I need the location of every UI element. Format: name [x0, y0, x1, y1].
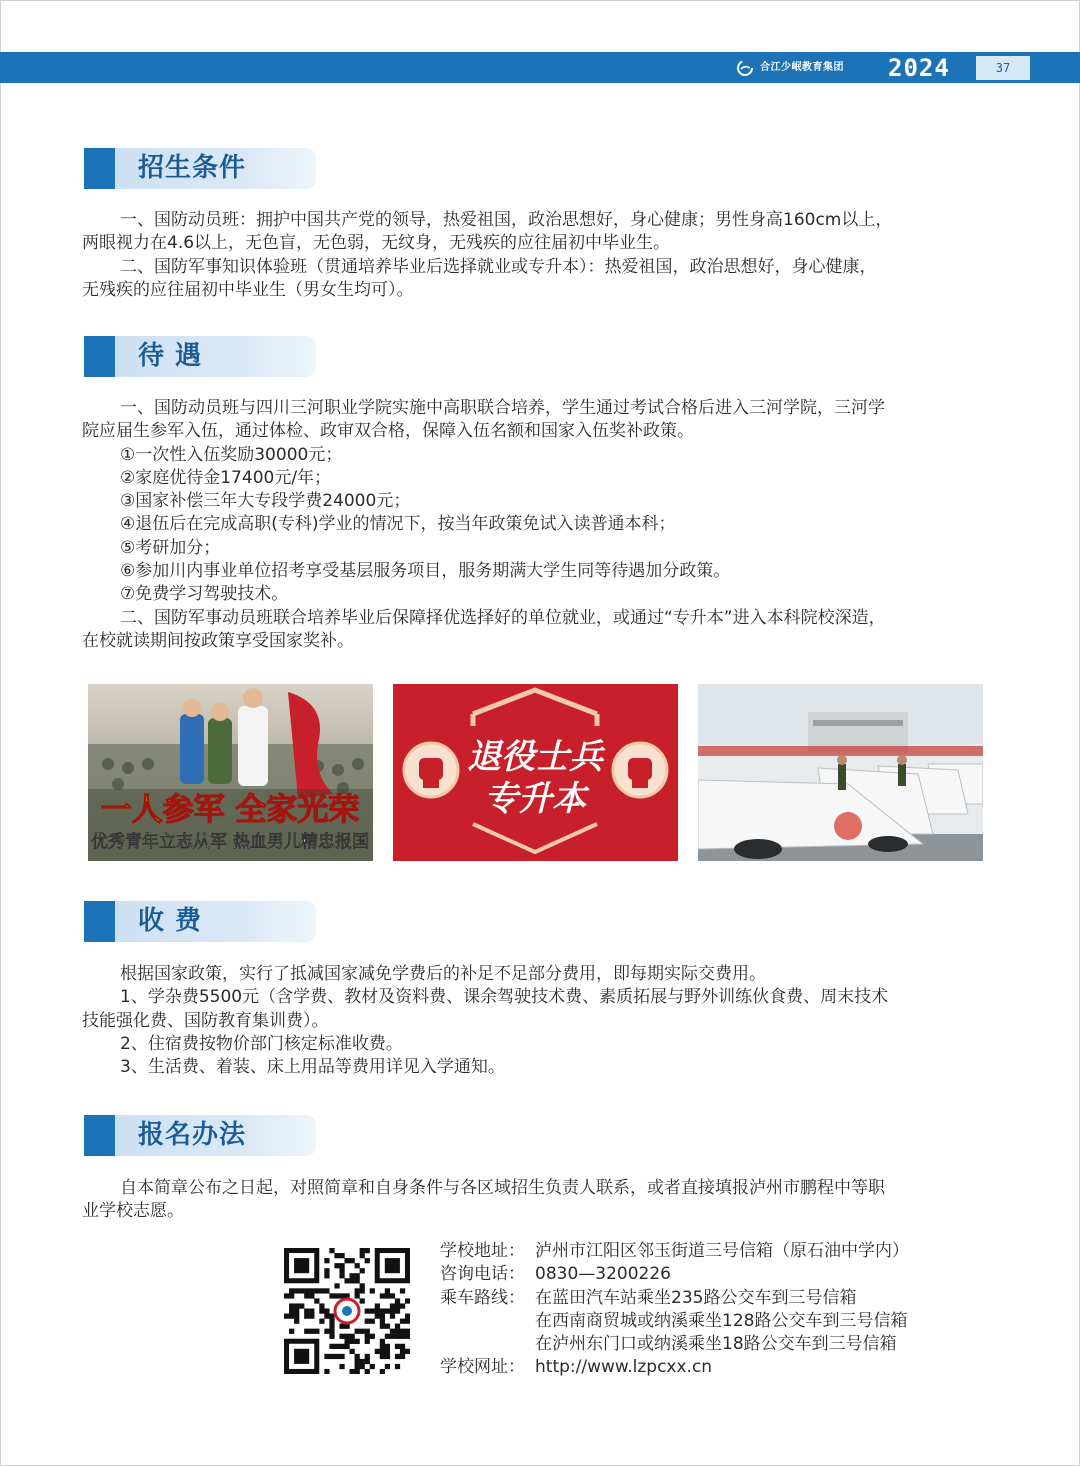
address-value: 泸州市江阳区邻玉街道三号信箱（原石油中学内） — [535, 1241, 909, 1261]
website-link[interactable]: http://www.lzpcxx.cn — [535, 1357, 713, 1378]
section-title: 招生条件 — [138, 153, 247, 183]
text-line: 无残疾的应往届初中毕业生（男女生均可）。 — [82, 279, 414, 300]
text-line: 两眼视力在4.6以上，无色盲，无色弱，无纹身，无残疾的应往届初中毕业生。 — [82, 233, 671, 254]
section-heading-registration — [84, 1115, 316, 1156]
text-line: 一、国防动员班与四川三河职业学院实施中高职联合培养，学生通过考试合格后进入三河学院，三河学 — [120, 398, 885, 418]
section-title: 收 费 — [138, 906, 203, 936]
poster-subline: 优秀青年立志从军 热血男儿精忠报国 — [91, 832, 369, 852]
route-item: 在泸州东门口或纳溪乘坐18路公交车到三号信箱 — [535, 1334, 897, 1355]
poster-headline: 一人参军 全家光荣 — [100, 792, 360, 828]
section-heading-benefits — [84, 336, 316, 377]
phone-row — [440, 1263, 909, 1286]
benefit-item: ②家庭优待金17400元/年； — [120, 467, 332, 488]
soldiers-parade-photo — [88, 684, 373, 861]
raised-fist-icon — [404, 743, 458, 797]
heading-accent — [84, 336, 115, 377]
benefits-text — [82, 397, 998, 653]
heading-accent — [84, 901, 115, 942]
page-number: 37 — [976, 56, 1030, 80]
benefit-item: ⑦免费学习驾驶技术。 — [120, 584, 289, 605]
driving-school-image — [698, 684, 983, 861]
route-item: 在蓝田汽车站乘坐235路公交车到三号信箱 — [535, 1287, 857, 1308]
text-line: 一、国防动员班：拥护中国共产党的领导，热爱祖国，政治思想好，身心健康；男性身高160cm以上， — [120, 210, 893, 230]
route-item: 在西南商贸城或纳溪乘坐128路公交车到三号信箱 — [535, 1310, 908, 1331]
benefit-item: ⑥参加川内事业单位招考享受基层服务项目，服务期满大学生同等待遇加分政策。 — [120, 561, 731, 582]
fees-text — [82, 963, 998, 1079]
text-line: 二、国防军事动员班联合培养毕业后保障择优选择好的单位就业，或通过“专升本”进入本科院校深造， — [120, 607, 886, 628]
website-label: 学校网址： — [440, 1357, 525, 1378]
section-title: 待 遇 — [138, 341, 203, 371]
text-line: 二、国防军事知识体验班（贯通培养毕业后选择就业或专升本）：热爱祖国，政治思想好，身心健康， — [120, 256, 877, 277]
contact-info — [440, 1240, 909, 1380]
address-label: 学校地址： — [440, 1241, 525, 1261]
benefit-item: ①一次性入伍奖励30000元； — [120, 444, 343, 465]
text-line: 3、生活费、着装、床上用品等费用详见入学通知。 — [120, 1057, 505, 1078]
text-line: 2、住宿费按物价部门核定标准收费。 — [120, 1033, 403, 1054]
phone-value: 0830—3200226 — [535, 1264, 671, 1285]
logo-icon — [736, 59, 754, 77]
admission-text — [82, 209, 998, 302]
text-line: 院应届生参军入伍，通过体检、政审双合格，保障入伍名额和国家入伍奖补政策。 — [82, 421, 694, 442]
military-poster-image — [88, 684, 373, 861]
text-line: 1、学杂费5500元（含学费、教材及资料费、课余驾驶技术费、素质拓展与野外训练伙食费、周末技术 — [120, 987, 889, 1008]
benefit-item: ③国家补偿三年大专段学费24000元； — [120, 491, 411, 512]
section-heading-admission — [84, 148, 316, 189]
text-line: 技能强化费、国防教育集训费）。 — [82, 1010, 329, 1031]
header-org-name: 合江少岷教育集团 — [760, 62, 844, 73]
route-label: 乘车路线： — [440, 1287, 525, 1308]
heading-accent — [84, 1115, 115, 1156]
address-row — [440, 1240, 909, 1263]
veteran-upgrade-image — [393, 684, 678, 861]
section-heading-fees — [84, 901, 316, 942]
phone-label: 咨询电话： — [440, 1264, 525, 1285]
text-line: 业学校志愿。 — [82, 1201, 184, 1222]
qr-code-icon[interactable] — [284, 1248, 410, 1374]
banner-line1: 退役士兵 — [467, 737, 603, 777]
section-title: 报名办法 — [138, 1120, 247, 1150]
veteran-banner — [393, 684, 678, 861]
text-line: 在校就读期间按政策享受国家奖补。 — [82, 630, 354, 651]
text-line: 根据国家政策，实行了抵减国家减免学费后的补足不足部分费用，即每期实际交费用。 — [120, 964, 766, 984]
route-row — [440, 1287, 909, 1310]
website-row — [440, 1356, 909, 1379]
registration-text — [82, 1177, 998, 1224]
benefit-item: ⑤考研加分； — [120, 537, 221, 558]
raised-fist-icon — [613, 743, 667, 797]
benefit-item: ④退伍后在完成高职(专科)学业的情况下，按当年政策免试入读普通本科； — [120, 514, 676, 535]
text-line: 自本简章公布之日起，对照简章和自身条件与各区域招生负责人联系，或者直接填报泸州市鹏程中等职 — [120, 1178, 885, 1198]
heading-accent — [84, 148, 115, 189]
header-year: 2024 — [888, 54, 950, 82]
driving-school-cars-photo — [698, 684, 983, 861]
banner-line2: 专升本 — [484, 779, 586, 819]
